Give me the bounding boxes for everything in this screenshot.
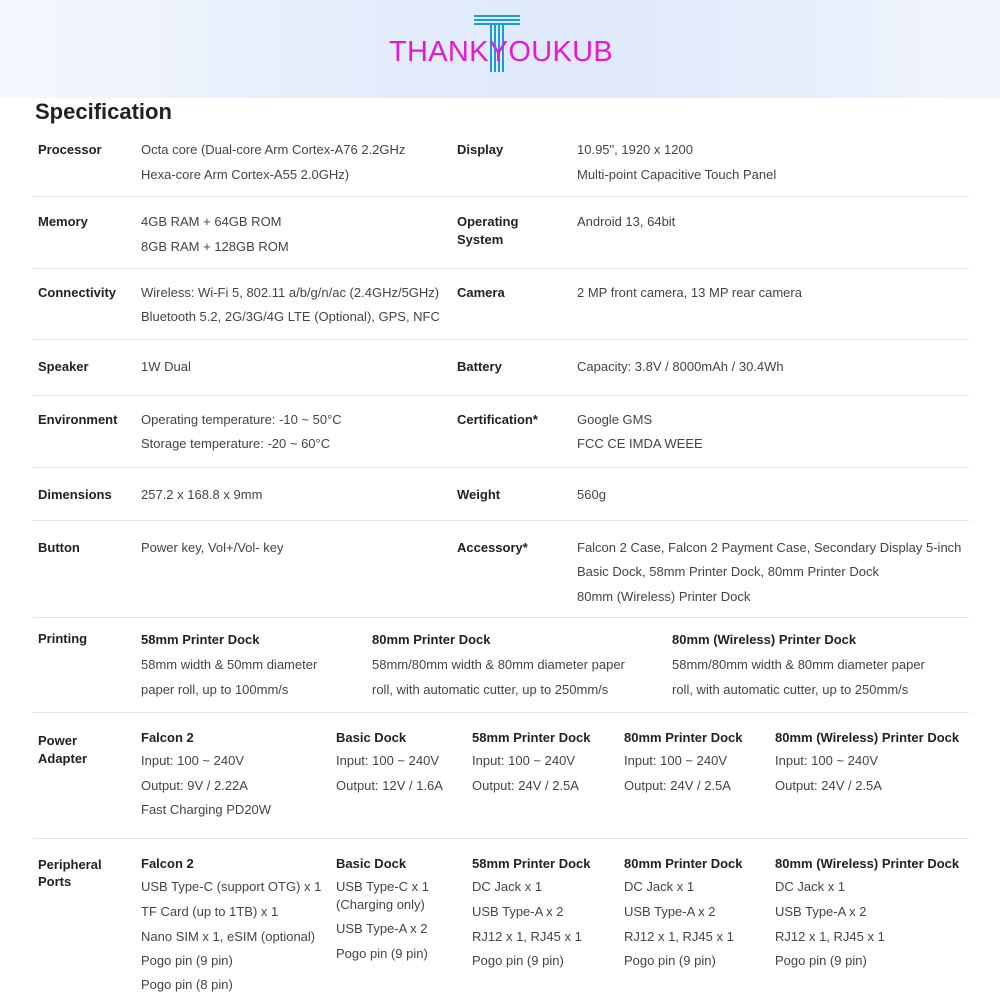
certification-value-line1: Google GMS [577, 412, 653, 427]
ports-basic-dock-line4: Pogo pin (9 pin) [336, 946, 428, 961]
button-label: Button [38, 540, 80, 555]
printing-80mm-title: 80mm Printer Dock [372, 632, 491, 647]
ports-58mm-line1: DC Jack x 1 [472, 879, 543, 894]
ports-80mm-wireless-title: 80mm (Wireless) Printer Dock [775, 856, 960, 871]
processor-label: Processor [38, 142, 102, 157]
ports-falcon2-line2: TF Card (up to 1TB) x 1 [141, 904, 279, 919]
connectivity-label: Connectivity [38, 285, 117, 300]
dimensions-label: Dimensions [38, 487, 112, 502]
power-80mm-wireless-line1: Input: 100 ~ 240V [775, 753, 879, 768]
ports-58mm-title: 58mm Printer Dock [472, 856, 591, 871]
os-value: Android 13, 64bit [577, 214, 676, 229]
printing-58mm-title: 58mm Printer Dock [141, 632, 260, 647]
accessory-value-line3: 80mm (Wireless) Printer Dock [577, 589, 751, 604]
power-80mm-wireless-title: 80mm (Wireless) Printer Dock [775, 730, 960, 745]
power-58mm-title: 58mm Printer Dock [472, 730, 591, 745]
ports-falcon2-line1: USB Type-C (support OTG) x 1 [141, 879, 322, 894]
ports-basic-dock-line2: (Charging only) [336, 897, 425, 912]
accessory-label: Accessory* [457, 540, 528, 555]
ports-basic-dock-line1: USB Type-C x 1 [336, 879, 429, 894]
ports-58mm-line2: USB Type-A x 2 [472, 904, 564, 919]
environment-value-line1: Operating temperature: -10 ~ 50°C [141, 412, 342, 427]
certification-value-line2: FCC CE IMDA WEEE [577, 436, 703, 451]
ports-falcon2-title: Falcon 2 [141, 856, 194, 871]
spec-row-memory [33, 197, 969, 269]
environment-label: Environment [38, 412, 118, 427]
spec-row-dimensions [33, 468, 969, 521]
ports-label-line2: Ports [38, 874, 72, 889]
memory-value-line1: 4GB RAM + 64GB ROM [141, 214, 282, 229]
spec-row-printing [33, 618, 969, 713]
printing-80mm-wireless-line1: 58mm/80mm width & 80mm diameter paper [672, 657, 925, 672]
os-label-line2: System [457, 232, 504, 247]
power-58mm-line1: Input: 100 ~ 240V [472, 753, 576, 768]
memory-label: Memory [38, 214, 88, 229]
environment-value-line2: Storage temperature: -20 ~ 60°C [141, 436, 331, 451]
printing-80mm-wireless-line2: roll, with automatic cutter, up to 250mm/s [672, 682, 909, 697]
spec-row-power-adapter [33, 713, 969, 839]
power-80mm-line2: Output: 24V / 2.5A [624, 778, 731, 793]
spec-row-processor [33, 136, 969, 197]
power-falcon2-line2: Output: 9V / 2.22A [141, 778, 248, 793]
ports-80mm-line4: Pogo pin (9 pin) [624, 953, 716, 968]
ports-80mm-wireless-line2: USB Type-A x 2 [775, 904, 867, 919]
power-basic-dock-line2: Output: 12V / 1.6A [336, 778, 443, 793]
weight-value: 560g [577, 487, 606, 502]
ports-falcon2-line5: Pogo pin (8 pin) [141, 977, 233, 992]
connectivity-value-line1: Wireless: Wi-Fi 5, 802.11 a/b/g/n/ac (2.4GHz/5GHz) [141, 285, 440, 300]
ports-80mm-line3: RJ12 x 1, RJ45 x 1 [624, 929, 734, 944]
brand-logo[interactable] [389, 14, 614, 78]
certification-label: Certification* [457, 412, 538, 427]
power-basic-dock-title: Basic Dock [336, 730, 407, 745]
power-58mm-line2: Output: 24V / 2.5A [472, 778, 579, 793]
ports-falcon2-line4: Pogo pin (9 pin) [141, 953, 233, 968]
display-value-line2: Multi-point Capacitive Touch Panel [577, 167, 777, 182]
printing-58mm-line2: paper roll, up to 100mm/s [141, 682, 289, 697]
ports-basic-dock-line3: USB Type-A x 2 [336, 921, 428, 936]
battery-label: Battery [457, 359, 502, 374]
processor-value-line1: Octa core (Dual-core Arm Cortex-A76 2.2GHz [141, 142, 406, 157]
power-falcon2-title: Falcon 2 [141, 730, 194, 745]
printing-label: Printing [38, 631, 88, 646]
camera-value: 2 MP front camera, 13 MP rear camera [577, 285, 802, 300]
memory-value-line2: 8GB RAM + 128GB ROM [141, 239, 289, 254]
ports-80mm-wireless-line1: DC Jack x 1 [775, 879, 846, 894]
weight-label: Weight [457, 487, 501, 502]
processor-value-line2: Hexa-core Arm Cortex-A55 2.0GHz) [141, 167, 350, 182]
printing-58mm-line1: 58mm width & 50mm diameter [141, 657, 318, 672]
dimensions-value: 257.2 x 168.8 x 9mm [141, 487, 263, 502]
os-label-line1: Operating [457, 214, 519, 229]
power-basic-dock-line1: Input: 100 ~ 240V [336, 753, 440, 768]
accessory-value-line1: Falcon 2 Case, Falcon 2 Payment Case, Secondary Display 5-inch [577, 540, 962, 555]
ports-80mm-wireless-line3: RJ12 x 1, RJ45 x 1 [775, 929, 885, 944]
printing-80mm-line1: 58mm/80mm width & 80mm diameter paper [372, 657, 625, 672]
button-value: Power key, Vol+/Vol- key [141, 540, 284, 555]
brand-name: THANKYOUKUB [389, 36, 614, 68]
display-label: Display [457, 142, 504, 157]
ports-58mm-line3: RJ12 x 1, RJ45 x 1 [472, 929, 582, 944]
spec-row-peripheral-ports [33, 839, 969, 1000]
accessory-value-line2: Basic Dock, 58mm Printer Dock, 80mm Printer Dock [577, 564, 879, 579]
spec-row-speaker [33, 340, 969, 396]
spec-row-environment [33, 396, 969, 468]
power-80mm-title: 80mm Printer Dock [624, 730, 743, 745]
power-80mm-line1: Input: 100 ~ 240V [624, 753, 728, 768]
printing-80mm-line2: roll, with automatic cutter, up to 250mm/s [372, 682, 609, 697]
power-label-line1: Power [38, 733, 78, 748]
camera-label: Camera [457, 285, 505, 300]
battery-value: Capacity: 3.8V / 8000mAh / 30.4Wh [577, 359, 784, 374]
power-falcon2-line3: Fast Charging PD20W [141, 802, 272, 817]
display-value-line1: 10.95", 1920 x 1200 [577, 142, 693, 157]
ports-falcon2-line3: Nano SIM x 1, eSIM (optional) [141, 929, 316, 944]
ports-80mm-line2: USB Type-A x 2 [624, 904, 716, 919]
power-80mm-wireless-line2: Output: 24V / 2.5A [775, 778, 882, 793]
header-banner [0, 0, 1000, 98]
speaker-value: 1W Dual [141, 359, 191, 374]
spec-row-button [33, 521, 969, 618]
printing-80mm-wireless-title: 80mm (Wireless) Printer Dock [672, 632, 857, 647]
power-falcon2-line1: Input: 100 ~ 240V [141, 753, 245, 768]
connectivity-value-line2: Bluetooth 5.2, 2G/3G/4G LTE (Optional), GPS, NFC [141, 309, 440, 324]
page-title: Specification [35, 99, 172, 124]
ports-label-line1: Peripheral [38, 857, 102, 872]
spec-row-connectivity [33, 269, 969, 340]
power-label-line2: Adapter [38, 751, 88, 766]
ports-80mm-wireless-line4: Pogo pin (9 pin) [775, 953, 867, 968]
ports-58mm-line4: Pogo pin (9 pin) [472, 953, 564, 968]
ports-80mm-title: 80mm Printer Dock [624, 856, 743, 871]
ports-basic-dock-title: Basic Dock [336, 856, 407, 871]
ports-80mm-line1: DC Jack x 1 [624, 879, 695, 894]
speaker-label: Speaker [38, 359, 89, 374]
